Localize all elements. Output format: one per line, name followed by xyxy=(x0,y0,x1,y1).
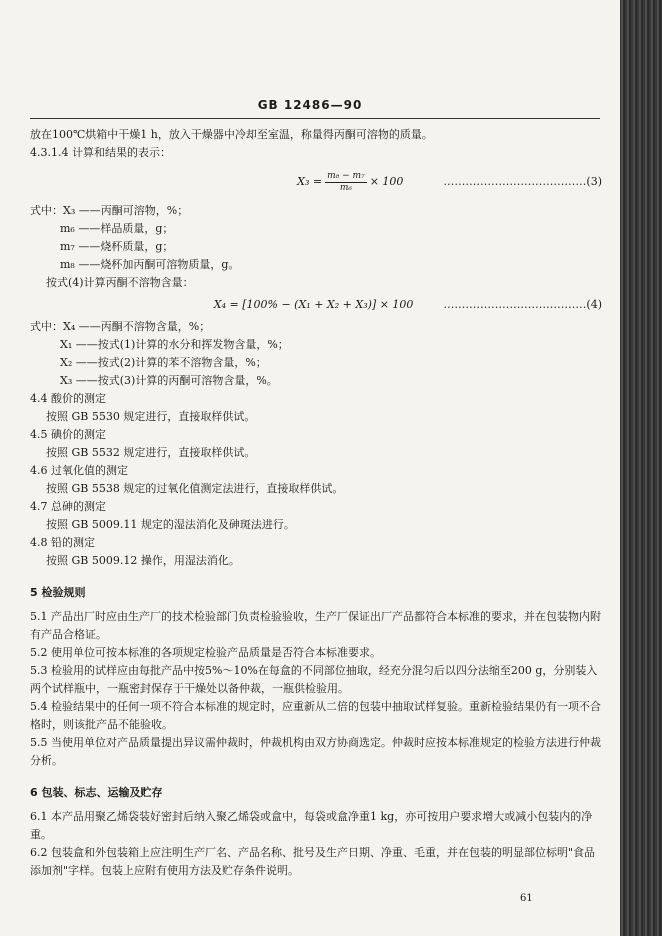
section-heading: 4.4 酸价的测定 xyxy=(30,392,106,405)
paragraph: 6.2 包装盒和外包装箱上应注明生产厂名、产品名称、批号及生产日期、净重、毛重，并在包装的明显部位标明"食品添加剂"字样。包装上应附有使用方法及贮存条件说明。 xyxy=(30,846,596,877)
text-line: 按照 GB 5538 规定的过氧化值测定法进行，直接取样供试。 xyxy=(46,482,344,495)
section-heading: 4.8 铅的测定 xyxy=(30,536,95,549)
formula-fraction xyxy=(325,171,367,194)
definition-line: X₃ ——按式(3)计算的丙酮可溶物含量，%。 xyxy=(60,374,278,387)
formula-denominator: m₆ xyxy=(339,182,352,193)
definition-line: X₂ ——按式(2)计算的苯不溶物含量，%； xyxy=(60,356,267,369)
document-body xyxy=(30,126,602,880)
formula-number: …………………………………(4) xyxy=(443,298,602,311)
formula-rhs: × 100 xyxy=(369,175,404,188)
formula-lhs: X₃ = xyxy=(297,175,323,188)
formula-4 xyxy=(30,292,602,318)
definition-line: m₈ ——烧杯加丙酮可溶物质量，g。 xyxy=(60,258,240,271)
paragraph: 5.2 使用单位可按本标准的各项规定检验产品质量是否符合本标准要求。 xyxy=(30,646,381,659)
chapter-heading: 6 包装、标志、运输及贮存 xyxy=(30,786,163,799)
definition-line: m₇ ——烧杯质量，g； xyxy=(60,240,174,253)
definition-line: X₁ ——按式(1)计算的水分和挥发物含量，%； xyxy=(60,338,289,351)
text-line: 按式(4)计算丙酮不溶物含量： xyxy=(46,276,194,289)
text-line: 按照 GB 5009.11 规定的湿法消化及砷斑法进行。 xyxy=(46,518,295,531)
formula-number: …………………………………(3) xyxy=(443,175,602,188)
text-line: 放在100℃烘箱中干燥1 h，放入干燥器中冷却至室温，称量得丙酮可溶物的质量。 xyxy=(30,128,433,141)
formula-text: X₄ = [100% − (X₁ + X₂ + X₃)] × 100 xyxy=(213,298,414,311)
chapter-heading: 5 检验规则 xyxy=(30,586,86,599)
page-header: GB 12486—90 xyxy=(257,98,363,112)
section-heading: 4.7 总砷的测定 xyxy=(30,500,106,513)
header-rule xyxy=(30,118,600,119)
section-heading: 4.6 过氧化值的测定 xyxy=(30,464,128,477)
definition-line: m₆ ——样品质量，g； xyxy=(60,222,174,235)
text-line: 按照 GB 5530 规定进行，直接取样供试。 xyxy=(46,410,256,423)
paragraph: 5.3 检验用的试样应由每批产品中按5%～10%在每盒的不同部位抽取，经充分混匀后以四分法缩至200 g，分别装入两个试样瓶中，一瓶密封保存于干燥处以备仲裁，一瓶供检验用。 xyxy=(30,664,598,695)
formula-3 xyxy=(30,162,602,202)
text-line: 按照 GB 5009.12 操作，用湿法消化。 xyxy=(46,554,240,567)
definition-line: 式中：X₄ ——丙酮不溶物含量，%； xyxy=(30,320,211,333)
paragraph: 6.1 本产品用聚乙烯袋装好密封后纳入聚乙烯袋或盒中，每袋或盒净重1 kg，亦可按用户要求增大或减小包装内的净重。 xyxy=(30,810,593,841)
formula-numerator: m₈ − m₇ xyxy=(327,170,365,181)
paragraph: 5.4 检验结果中的任何一项不符合本标准的规定时，应重新从二倍的包装中抽取试样复验。重新检验结果仍有一项不合格时，则该批产品不能验收。 xyxy=(30,700,601,731)
binding-edge xyxy=(620,0,662,936)
paragraph: 5.1 产品出厂时应由生产厂的技术检验部门负责检验验收，生产厂保证出厂产品都符合本标准的要求，并在包装物内附有产品合格证。 xyxy=(30,610,601,641)
section-heading: 4.3.1.4 计算和结果的表示： xyxy=(30,146,171,159)
text-line: 按照 GB 5532 规定进行，直接取样供试。 xyxy=(46,446,256,459)
paragraph: 5.5 当使用单位对产品质量提出异议需仲裁时，仲裁机构由双方协商选定。仲裁时应按本标准规定的检验方法进行仲裁分析。 xyxy=(30,736,601,767)
section-heading: 4.5 碘价的测定 xyxy=(30,428,106,441)
page-number: 61 xyxy=(520,893,533,904)
definition-line: 式中：X₃ ——丙酮可溶物，%； xyxy=(30,204,189,217)
